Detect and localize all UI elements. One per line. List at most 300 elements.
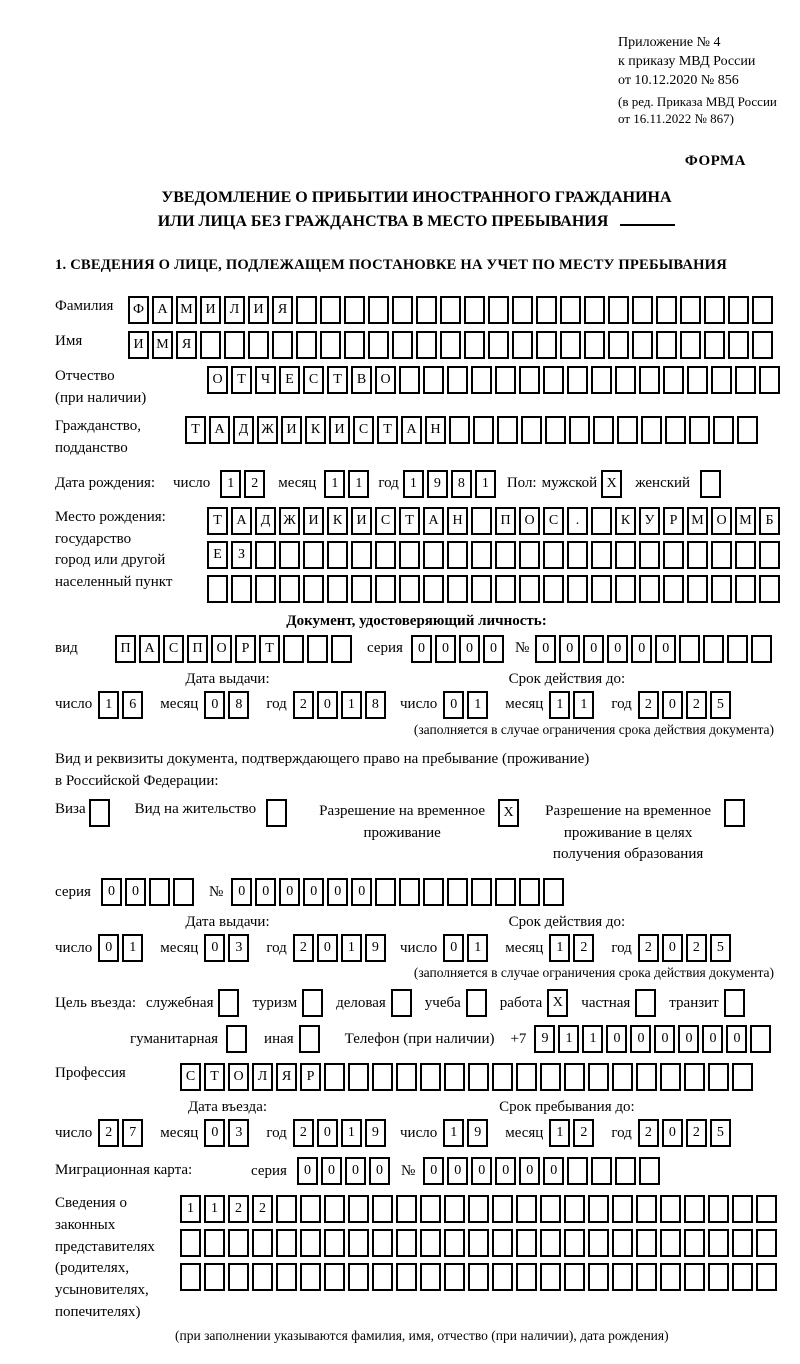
char-cell[interactable]: 0 bbox=[204, 1119, 225, 1147]
char-cell[interactable] bbox=[423, 575, 444, 603]
char-cell[interactable] bbox=[567, 1157, 588, 1185]
char-cell[interactable] bbox=[656, 296, 677, 324]
phone-cells[interactable] bbox=[534, 1025, 774, 1053]
char-cell[interactable]: 2 bbox=[293, 934, 314, 962]
char-cell[interactable] bbox=[399, 878, 420, 906]
char-cell[interactable]: X bbox=[601, 470, 622, 498]
char-cell[interactable]: 0 bbox=[351, 878, 372, 906]
char-cell[interactable]: 0 bbox=[303, 878, 324, 906]
char-cell[interactable]: 5 bbox=[710, 1119, 731, 1147]
identity-valid-month[interactable] bbox=[549, 691, 597, 719]
char-cell[interactable] bbox=[266, 799, 287, 827]
char-cell[interactable] bbox=[708, 1195, 729, 1223]
char-cell[interactable]: 7 bbox=[122, 1119, 143, 1147]
char-cell[interactable] bbox=[399, 575, 420, 603]
char-cell[interactable] bbox=[588, 1229, 609, 1257]
char-cell[interactable]: И bbox=[303, 507, 324, 535]
char-cell[interactable]: 9 bbox=[427, 470, 448, 498]
char-cell[interactable] bbox=[641, 416, 662, 444]
char-cell[interactable] bbox=[492, 1229, 513, 1257]
identity-issue-day[interactable] bbox=[98, 691, 146, 719]
char-cell[interactable] bbox=[375, 878, 396, 906]
char-cell[interactable]: Д bbox=[233, 416, 254, 444]
char-cell[interactable]: А bbox=[401, 416, 422, 444]
char-cell[interactable] bbox=[700, 470, 721, 498]
citizenship-cells[interactable] bbox=[185, 416, 761, 444]
char-cell[interactable] bbox=[711, 541, 732, 569]
char-cell[interactable]: 5 bbox=[710, 691, 731, 719]
char-cell[interactable]: О bbox=[211, 635, 232, 663]
char-cell[interactable]: Л bbox=[224, 296, 245, 324]
residence-issue-month[interactable] bbox=[204, 934, 252, 962]
char-cell[interactable] bbox=[276, 1263, 297, 1291]
char-cell[interactable] bbox=[464, 331, 485, 359]
char-cell[interactable] bbox=[732, 1195, 753, 1223]
char-cell[interactable] bbox=[348, 1229, 369, 1257]
char-cell[interactable] bbox=[416, 331, 437, 359]
char-cell[interactable] bbox=[471, 878, 492, 906]
char-cell[interactable]: 2 bbox=[573, 1119, 594, 1147]
char-cell[interactable] bbox=[276, 1229, 297, 1257]
char-cell[interactable] bbox=[300, 1195, 321, 1223]
char-cell[interactable] bbox=[584, 296, 605, 324]
char-cell[interactable] bbox=[344, 296, 365, 324]
char-cell[interactable] bbox=[540, 1263, 561, 1291]
char-cell[interactable] bbox=[540, 1229, 561, 1257]
char-cell[interactable]: 0 bbox=[654, 1025, 675, 1053]
char-cell[interactable] bbox=[375, 575, 396, 603]
char-cell[interactable] bbox=[468, 1195, 489, 1223]
char-cell[interactable] bbox=[680, 331, 701, 359]
char-cell[interactable]: 1 bbox=[573, 691, 594, 719]
char-cell[interactable] bbox=[447, 541, 468, 569]
char-cell[interactable] bbox=[564, 1263, 585, 1291]
char-cell[interactable]: 1 bbox=[403, 470, 424, 498]
residence-valid-year[interactable] bbox=[638, 934, 734, 962]
char-cell[interactable] bbox=[180, 1263, 201, 1291]
char-cell[interactable]: 1 bbox=[98, 691, 119, 719]
char-cell[interactable]: 0 bbox=[519, 1157, 540, 1185]
char-cell[interactable]: 2 bbox=[638, 691, 659, 719]
char-cell[interactable] bbox=[703, 635, 724, 663]
char-cell[interactable]: 0 bbox=[297, 1157, 318, 1185]
char-cell[interactable] bbox=[704, 296, 725, 324]
edu-permit-checkbox[interactable] bbox=[724, 799, 748, 827]
char-cell[interactable] bbox=[567, 541, 588, 569]
char-cell[interactable]: 2 bbox=[686, 1119, 707, 1147]
char-cell[interactable]: 0 bbox=[483, 635, 504, 663]
char-cell[interactable]: 0 bbox=[317, 691, 338, 719]
char-cell[interactable] bbox=[704, 331, 725, 359]
char-cell[interactable] bbox=[684, 1229, 705, 1257]
char-cell[interactable] bbox=[495, 878, 516, 906]
char-cell[interactable] bbox=[612, 1229, 633, 1257]
char-cell[interactable]: 1 bbox=[341, 934, 362, 962]
char-cell[interactable]: 0 bbox=[630, 1025, 651, 1053]
char-cell[interactable] bbox=[635, 989, 656, 1017]
char-cell[interactable]: 0 bbox=[495, 1157, 516, 1185]
char-cell[interactable]: 1 bbox=[324, 470, 345, 498]
char-cell[interactable] bbox=[300, 1229, 321, 1257]
char-cell[interactable]: 1 bbox=[341, 691, 362, 719]
char-cell[interactable] bbox=[591, 507, 612, 535]
char-cell[interactable]: 0 bbox=[345, 1157, 366, 1185]
char-cell[interactable] bbox=[471, 507, 492, 535]
char-cell[interactable] bbox=[420, 1063, 441, 1091]
char-cell[interactable]: 9 bbox=[534, 1025, 555, 1053]
char-cell[interactable]: У bbox=[639, 507, 660, 535]
char-cell[interactable]: А bbox=[209, 416, 230, 444]
char-cell[interactable] bbox=[735, 366, 756, 394]
residence-number-cells[interactable] bbox=[231, 878, 567, 906]
char-cell[interactable] bbox=[324, 1195, 345, 1223]
char-cell[interactable]: 0 bbox=[327, 878, 348, 906]
char-cell[interactable]: Т bbox=[207, 507, 228, 535]
char-cell[interactable] bbox=[516, 1263, 537, 1291]
char-cell[interactable]: 2 bbox=[573, 934, 594, 962]
birth-month-cells[interactable] bbox=[324, 470, 372, 498]
char-cell[interactable] bbox=[735, 575, 756, 603]
residence-valid-month[interactable] bbox=[549, 934, 597, 962]
char-cell[interactable]: 0 bbox=[125, 878, 146, 906]
char-cell[interactable] bbox=[540, 1063, 561, 1091]
char-cell[interactable] bbox=[684, 1195, 705, 1223]
char-cell[interactable]: 1 bbox=[180, 1195, 201, 1223]
char-cell[interactable]: П bbox=[495, 507, 516, 535]
char-cell[interactable]: 0 bbox=[443, 691, 464, 719]
gender-female-checkbox[interactable] bbox=[700, 470, 724, 498]
char-cell[interactable] bbox=[372, 1063, 393, 1091]
char-cell[interactable]: И bbox=[128, 331, 149, 359]
char-cell[interactable]: 8 bbox=[451, 470, 472, 498]
char-cell[interactable]: 1 bbox=[122, 934, 143, 962]
gender-male-checkbox[interactable] bbox=[601, 470, 625, 498]
char-cell[interactable] bbox=[519, 366, 540, 394]
char-cell[interactable] bbox=[320, 296, 341, 324]
char-cell[interactable]: 0 bbox=[631, 635, 652, 663]
char-cell[interactable]: И bbox=[248, 296, 269, 324]
char-cell[interactable]: 0 bbox=[443, 934, 464, 962]
char-cell[interactable] bbox=[684, 1063, 705, 1091]
identity-issue-month[interactable] bbox=[204, 691, 252, 719]
char-cell[interactable]: Т bbox=[231, 366, 252, 394]
char-cell[interactable] bbox=[584, 331, 605, 359]
char-cell[interactable]: 2 bbox=[686, 691, 707, 719]
char-cell[interactable] bbox=[392, 296, 413, 324]
char-cell[interactable]: М bbox=[152, 331, 173, 359]
stay-year[interactable] bbox=[638, 1119, 734, 1147]
char-cell[interactable] bbox=[468, 1263, 489, 1291]
char-cell[interactable] bbox=[756, 1229, 777, 1257]
purpose-work-checkbox[interactable] bbox=[547, 989, 571, 1017]
char-cell[interactable] bbox=[471, 541, 492, 569]
char-cell[interactable] bbox=[299, 1025, 320, 1053]
char-cell[interactable] bbox=[516, 1195, 537, 1223]
char-cell[interactable]: 0 bbox=[662, 1119, 683, 1147]
birth-place-line2-cells[interactable] bbox=[207, 541, 783, 569]
char-cell[interactable]: 0 bbox=[655, 635, 676, 663]
char-cell[interactable]: 2 bbox=[244, 470, 265, 498]
char-cell[interactable]: 0 bbox=[231, 878, 252, 906]
char-cell[interactable] bbox=[396, 1063, 417, 1091]
identity-doc-series-cells[interactable] bbox=[411, 635, 507, 663]
char-cell[interactable]: Ч bbox=[255, 366, 276, 394]
char-cell[interactable]: Р bbox=[663, 507, 684, 535]
char-cell[interactable] bbox=[218, 989, 239, 1017]
residence-issue-year[interactable] bbox=[293, 934, 389, 962]
char-cell[interactable]: С bbox=[543, 507, 564, 535]
char-cell[interactable]: С bbox=[180, 1063, 201, 1091]
char-cell[interactable] bbox=[423, 366, 444, 394]
char-cell[interactable] bbox=[615, 575, 636, 603]
char-cell[interactable]: 0 bbox=[583, 635, 604, 663]
visa-checkbox[interactable] bbox=[89, 799, 113, 827]
char-cell[interactable] bbox=[420, 1263, 441, 1291]
char-cell[interactable]: 0 bbox=[559, 635, 580, 663]
stay-month[interactable] bbox=[549, 1119, 597, 1147]
char-cell[interactable]: 0 bbox=[535, 635, 556, 663]
char-cell[interactable] bbox=[473, 416, 494, 444]
char-cell[interactable] bbox=[488, 296, 509, 324]
char-cell[interactable]: 2 bbox=[293, 1119, 314, 1147]
char-cell[interactable]: 2 bbox=[98, 1119, 119, 1147]
char-cell[interactable] bbox=[495, 366, 516, 394]
char-cell[interactable] bbox=[639, 575, 660, 603]
char-cell[interactable] bbox=[732, 1229, 753, 1257]
char-cell[interactable]: О bbox=[519, 507, 540, 535]
char-cell[interactable] bbox=[591, 1157, 612, 1185]
char-cell[interactable] bbox=[348, 1063, 369, 1091]
char-cell[interactable] bbox=[615, 1157, 636, 1185]
purpose-business-checkbox[interactable] bbox=[218, 989, 242, 1017]
char-cell[interactable]: 0 bbox=[317, 1119, 338, 1147]
char-cell[interactable] bbox=[375, 541, 396, 569]
char-cell[interactable] bbox=[399, 541, 420, 569]
char-cell[interactable] bbox=[516, 1229, 537, 1257]
char-cell[interactable] bbox=[495, 541, 516, 569]
char-cell[interactable] bbox=[735, 541, 756, 569]
char-cell[interactable] bbox=[372, 1263, 393, 1291]
char-cell[interactable]: К bbox=[615, 507, 636, 535]
char-cell[interactable] bbox=[588, 1263, 609, 1291]
char-cell[interactable]: В bbox=[351, 366, 372, 394]
char-cell[interactable]: Б bbox=[759, 507, 780, 535]
char-cell[interactable] bbox=[283, 635, 304, 663]
char-cell[interactable] bbox=[449, 416, 470, 444]
char-cell[interactable] bbox=[636, 1229, 657, 1257]
char-cell[interactable]: 2 bbox=[228, 1195, 249, 1223]
mc-series-cells[interactable] bbox=[297, 1157, 393, 1185]
char-cell[interactable] bbox=[396, 1263, 417, 1291]
char-cell[interactable] bbox=[303, 575, 324, 603]
char-cell[interactable] bbox=[636, 1263, 657, 1291]
char-cell[interactable] bbox=[521, 416, 542, 444]
char-cell[interactable] bbox=[468, 1229, 489, 1257]
char-cell[interactable]: 8 bbox=[228, 691, 249, 719]
patronymic-cells[interactable] bbox=[207, 366, 783, 394]
char-cell[interactable]: 0 bbox=[678, 1025, 699, 1053]
char-cell[interactable] bbox=[543, 541, 564, 569]
char-cell[interactable] bbox=[656, 331, 677, 359]
char-cell[interactable] bbox=[348, 1263, 369, 1291]
char-cell[interactable]: 3 bbox=[228, 1119, 249, 1147]
char-cell[interactable] bbox=[348, 1195, 369, 1223]
char-cell[interactable] bbox=[543, 575, 564, 603]
char-cell[interactable] bbox=[327, 541, 348, 569]
char-cell[interactable] bbox=[492, 1263, 513, 1291]
char-cell[interactable] bbox=[149, 878, 170, 906]
char-cell[interactable] bbox=[569, 416, 590, 444]
char-cell[interactable]: 0 bbox=[279, 878, 300, 906]
representatives-line2-cells[interactable] bbox=[180, 1229, 780, 1257]
char-cell[interactable]: 0 bbox=[255, 878, 276, 906]
char-cell[interactable] bbox=[468, 1063, 489, 1091]
char-cell[interactable]: И bbox=[281, 416, 302, 444]
char-cell[interactable]: О bbox=[375, 366, 396, 394]
char-cell[interactable] bbox=[756, 1263, 777, 1291]
char-cell[interactable] bbox=[756, 1195, 777, 1223]
char-cell[interactable]: 0 bbox=[662, 691, 683, 719]
char-cell[interactable]: 0 bbox=[726, 1025, 747, 1053]
char-cell[interactable]: Т bbox=[259, 635, 280, 663]
char-cell[interactable] bbox=[492, 1063, 513, 1091]
char-cell[interactable] bbox=[372, 1229, 393, 1257]
char-cell[interactable] bbox=[665, 416, 686, 444]
char-cell[interactable]: С bbox=[375, 507, 396, 535]
char-cell[interactable]: А bbox=[152, 296, 173, 324]
char-cell[interactable] bbox=[750, 1025, 771, 1053]
char-cell[interactable]: 9 bbox=[467, 1119, 488, 1147]
given-name-cells[interactable] bbox=[128, 331, 776, 359]
char-cell[interactable] bbox=[759, 541, 780, 569]
birth-day-cells[interactable] bbox=[220, 470, 268, 498]
char-cell[interactable]: С bbox=[303, 366, 324, 394]
char-cell[interactable]: Т bbox=[185, 416, 206, 444]
char-cell[interactable] bbox=[660, 1229, 681, 1257]
char-cell[interactable]: 0 bbox=[607, 635, 628, 663]
char-cell[interactable] bbox=[567, 366, 588, 394]
identity-valid-day[interactable] bbox=[443, 691, 491, 719]
char-cell[interactable] bbox=[752, 296, 773, 324]
char-cell[interactable]: 1 bbox=[443, 1119, 464, 1147]
char-cell[interactable] bbox=[728, 296, 749, 324]
char-cell[interactable] bbox=[711, 366, 732, 394]
identity-doc-kind-cells[interactable] bbox=[115, 635, 355, 663]
mc-number-cells[interactable] bbox=[423, 1157, 663, 1185]
representatives-line3-cells[interactable] bbox=[180, 1263, 780, 1291]
char-cell[interactable] bbox=[392, 331, 413, 359]
char-cell[interactable]: 1 bbox=[475, 470, 496, 498]
char-cell[interactable]: 9 bbox=[365, 934, 386, 962]
char-cell[interactable] bbox=[516, 1063, 537, 1091]
char-cell[interactable]: Л bbox=[252, 1063, 273, 1091]
char-cell[interactable] bbox=[351, 541, 372, 569]
char-cell[interactable] bbox=[296, 296, 317, 324]
char-cell[interactable]: 1 bbox=[467, 934, 488, 962]
char-cell[interactable] bbox=[724, 989, 745, 1017]
char-cell[interactable]: 0 bbox=[204, 691, 225, 719]
char-cell[interactable] bbox=[632, 331, 653, 359]
char-cell[interactable]: М bbox=[735, 507, 756, 535]
char-cell[interactable] bbox=[444, 1229, 465, 1257]
char-cell[interactable] bbox=[324, 1263, 345, 1291]
char-cell[interactable] bbox=[737, 416, 758, 444]
surname-cells[interactable] bbox=[128, 296, 776, 324]
char-cell[interactable] bbox=[663, 541, 684, 569]
char-cell[interactable] bbox=[444, 1195, 465, 1223]
char-cell[interactable]: 0 bbox=[606, 1025, 627, 1053]
purpose-transit-checkbox[interactable] bbox=[724, 989, 748, 1017]
char-cell[interactable] bbox=[612, 1195, 633, 1223]
char-cell[interactable] bbox=[302, 989, 323, 1017]
char-cell[interactable] bbox=[639, 366, 660, 394]
char-cell[interactable] bbox=[447, 366, 468, 394]
char-cell[interactable] bbox=[632, 296, 653, 324]
char-cell[interactable]: 2 bbox=[686, 934, 707, 962]
char-cell[interactable] bbox=[391, 989, 412, 1017]
char-cell[interactable] bbox=[303, 541, 324, 569]
char-cell[interactable]: 1 bbox=[467, 691, 488, 719]
char-cell[interactable] bbox=[279, 575, 300, 603]
char-cell[interactable] bbox=[608, 296, 629, 324]
char-cell[interactable] bbox=[663, 575, 684, 603]
char-cell[interactable]: 3 bbox=[228, 934, 249, 962]
char-cell[interactable] bbox=[420, 1195, 441, 1223]
char-cell[interactable] bbox=[351, 575, 372, 603]
profession-cells[interactable] bbox=[180, 1063, 756, 1091]
char-cell[interactable] bbox=[204, 1263, 225, 1291]
char-cell[interactable]: Я bbox=[276, 1063, 297, 1091]
char-cell[interactable]: И bbox=[351, 507, 372, 535]
char-cell[interactable]: 0 bbox=[543, 1157, 564, 1185]
char-cell[interactable] bbox=[444, 1263, 465, 1291]
birth-year-cells[interactable] bbox=[403, 470, 499, 498]
char-cell[interactable] bbox=[540, 1195, 561, 1223]
char-cell[interactable] bbox=[591, 575, 612, 603]
char-cell[interactable]: О bbox=[228, 1063, 249, 1091]
char-cell[interactable] bbox=[471, 366, 492, 394]
char-cell[interactable] bbox=[255, 575, 276, 603]
char-cell[interactable] bbox=[732, 1063, 753, 1091]
char-cell[interactable] bbox=[519, 878, 540, 906]
char-cell[interactable] bbox=[724, 799, 745, 827]
char-cell[interactable] bbox=[228, 1229, 249, 1257]
char-cell[interactable] bbox=[728, 331, 749, 359]
char-cell[interactable] bbox=[567, 575, 588, 603]
purpose-private-checkbox[interactable] bbox=[635, 989, 659, 1017]
char-cell[interactable] bbox=[226, 1025, 247, 1053]
char-cell[interactable] bbox=[296, 331, 317, 359]
char-cell[interactable]: С bbox=[353, 416, 374, 444]
char-cell[interactable] bbox=[636, 1063, 657, 1091]
char-cell[interactable] bbox=[252, 1229, 273, 1257]
char-cell[interactable] bbox=[89, 799, 110, 827]
char-cell[interactable]: А bbox=[423, 507, 444, 535]
char-cell[interactable] bbox=[727, 635, 748, 663]
char-cell[interactable]: О bbox=[207, 366, 228, 394]
char-cell[interactable] bbox=[519, 575, 540, 603]
char-cell[interactable] bbox=[416, 296, 437, 324]
char-cell[interactable] bbox=[680, 296, 701, 324]
residence-issue-day[interactable] bbox=[98, 934, 146, 962]
char-cell[interactable] bbox=[331, 635, 352, 663]
char-cell[interactable] bbox=[543, 878, 564, 906]
char-cell[interactable]: З bbox=[231, 541, 252, 569]
char-cell[interactable]: Р bbox=[235, 635, 256, 663]
char-cell[interactable]: 1 bbox=[549, 934, 570, 962]
char-cell[interactable] bbox=[612, 1263, 633, 1291]
char-cell[interactable]: 1 bbox=[204, 1195, 225, 1223]
